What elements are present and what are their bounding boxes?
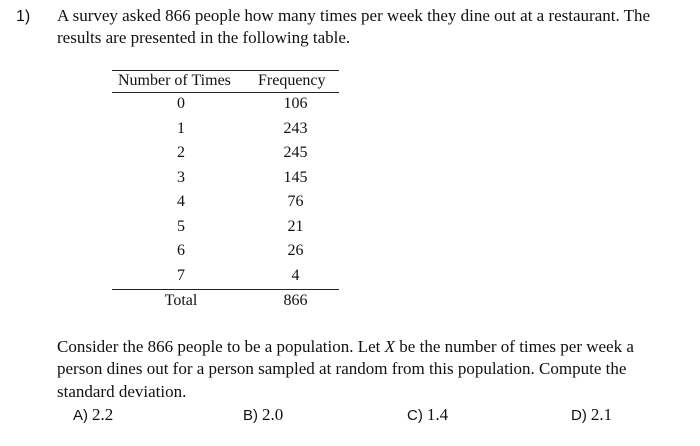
cell-frequency: 76 [287,193,304,210]
cell-frequency: 145 [283,168,308,186]
cell-times: 4 [177,193,185,210]
table-row [112,141,339,165]
column-header-number-of-times: Number of Times [118,72,231,89]
choice-c[interactable] [407,404,448,427]
table-row [112,166,339,190]
cell-times: 3 [177,168,185,186]
cell-times: 7 [177,266,185,284]
question-text-line-2: results are presented in the following table. [57,28,351,47]
question-number: 1) [16,8,31,25]
choice-b[interactable] [243,404,283,427]
table-row [112,239,339,263]
prompt-text-line-2: person dines out for a person sampled at random from this population. Compute the [57,359,627,378]
table-total-row [112,289,339,313]
random-variable-x: X [384,337,396,356]
cell-times: 0 [177,95,185,112]
choice-a-value: 2.2 [92,405,114,424]
cell-frequency: 245 [283,144,308,161]
cell-times: 5 [177,217,185,235]
table-row [112,190,339,214]
choice-a-letter: A) [73,407,88,424]
question-text-line-1: A survey asked 866 people how many times per week they dine out at a restaurant. The [57,6,651,25]
choice-d-letter: D) [571,407,587,424]
table-row [112,117,339,141]
frequency-table [112,70,339,315]
table-row [112,92,339,116]
total-value: 866 [283,292,308,309]
table-row [112,264,339,288]
cell-frequency: 4 [291,266,300,284]
column-header-frequency: Frequency [258,72,326,89]
choice-d[interactable] [571,404,612,427]
cell-frequency: 106 [283,95,308,112]
choice-b-letter: B) [243,407,258,424]
choice-c-value: 1.4 [426,405,449,424]
cell-times: 2 [177,144,185,161]
choice-b-value: 2.0 [262,405,284,424]
choice-d-value: 2.1 [590,405,613,424]
cell-times: 1 [177,119,185,137]
cell-frequency: 21 [287,217,304,235]
cell-times: 6 [177,242,185,259]
total-label: Total [164,292,198,309]
prompt-text-line-1-start: Consider the 866 people to be a population. Let [57,337,385,356]
prompt-text-line-1 [57,336,634,358]
choice-c-letter: C) [407,407,423,424]
choice-a[interactable] [73,404,113,427]
cell-frequency: 243 [283,119,308,137]
prompt-text-line-3: standard deviation. [57,382,187,401]
prompt-text-line-1-end: be the number of times per week a [395,337,634,356]
table-row [112,215,339,239]
cell-frequency: 26 [287,242,304,259]
